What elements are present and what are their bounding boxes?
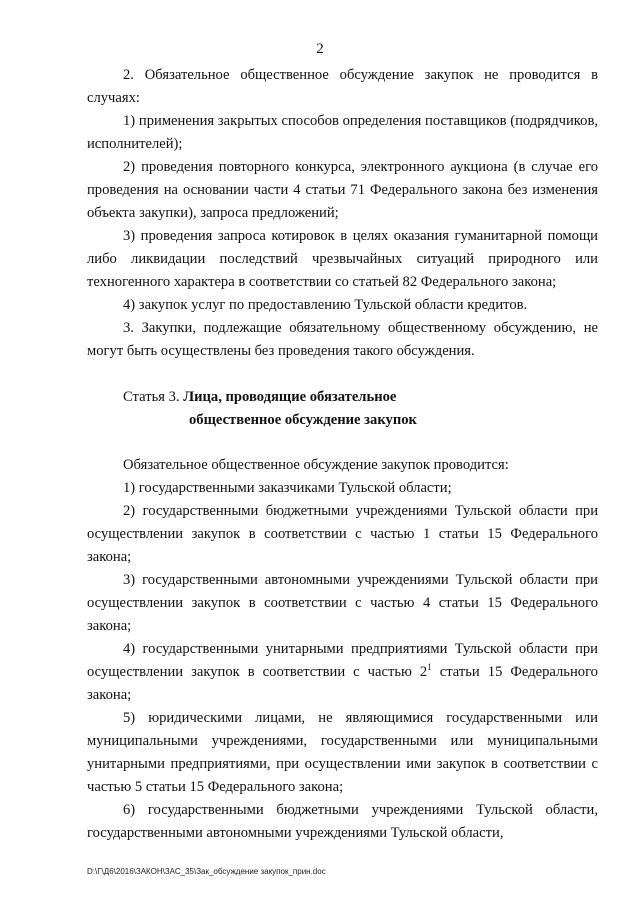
spacer xyxy=(87,432,598,454)
section2-item-3: 3) проведения запроса котировок в целях оказания гуманитарной помощи либо ликвидации последствий чрезвычайных ситуаций природного или техногенного характера в соответствии со статьей 82 Федерального закона; xyxy=(87,228,598,290)
article3-item-2: 2) государственными бюджетными учреждениями Тульской области при осуществлении закупок в соответствии с частью 1 статьи 15 Федерального закона; xyxy=(87,503,598,565)
article3-item-6: 6) государственными бюджетными учреждениями Тульской области, государственными автономными учреждениями Тульской области, xyxy=(87,802,598,841)
article3-item-4-text-end: статьи 15 Федерального закона; xyxy=(87,664,598,703)
spacer xyxy=(87,363,598,386)
article-heading xyxy=(87,386,598,409)
article3-item-4 xyxy=(87,638,598,707)
article3-item-5: 5) юридическими лицами, не являющимися государственными или муниципальными учреждениями, государственными или муниципальными унитарными предприятиями, при осуществлении ими закупок в соответствии с частью 5 статьи 15 Федерального закона; xyxy=(87,710,598,795)
article-title-line2: общественное обсуждение закупок xyxy=(189,412,417,428)
section2-item-1: 1) применения закрытых способов определения поставщиков (подрядчиков, исполнителей); xyxy=(87,113,598,152)
section3-paragraph: 3. Закупки, подлежащие обязательному общественному обсуждению, не могут быть осуществлены без проведения такого обсуждения. xyxy=(87,320,598,359)
article-title-line1: Лица, проводящие обязательное xyxy=(183,389,397,405)
document-body xyxy=(87,64,598,845)
article3-item-3: 3) государственными автономными учреждениями Тульской области при осуществлении закупок в соответствии с частью 4 статьи 15 Федерального закона; xyxy=(87,572,598,634)
article3-intro: Обязательное общественное обсуждение закупок проводится: xyxy=(123,457,509,473)
article3-item-4-text: 4) государственными унитарными предприятиями Тульской области при осуществлении закупок в соответствии с частью 2 xyxy=(87,641,598,680)
footer-file-path: D:\Г\Д6\2016\ЗАКОН\ЗАС_35\Зак_обсуждение закупок_прин.doc xyxy=(87,867,326,876)
article3-item-1: 1) государственными заказчиками Тульской области; xyxy=(123,480,452,496)
superscript: 1 xyxy=(427,662,432,672)
section2-item-2: 2) проведения повторного конкурса, электронного аукциона (в случае его проведения на основании части 4 статьи 71 Федерального закона без изменения объекта закупки), запроса предложений; xyxy=(87,159,598,221)
page-number: 2 xyxy=(316,41,324,57)
article-number: Статья 3. xyxy=(123,389,180,405)
section2-item-4: 4) закупок услуг по предоставлению Тульской области кредитов. xyxy=(123,297,528,313)
section2-intro-paragraph: 2. Обязательное общественное обсуждение закупок не проводится в случаях: xyxy=(87,67,598,106)
